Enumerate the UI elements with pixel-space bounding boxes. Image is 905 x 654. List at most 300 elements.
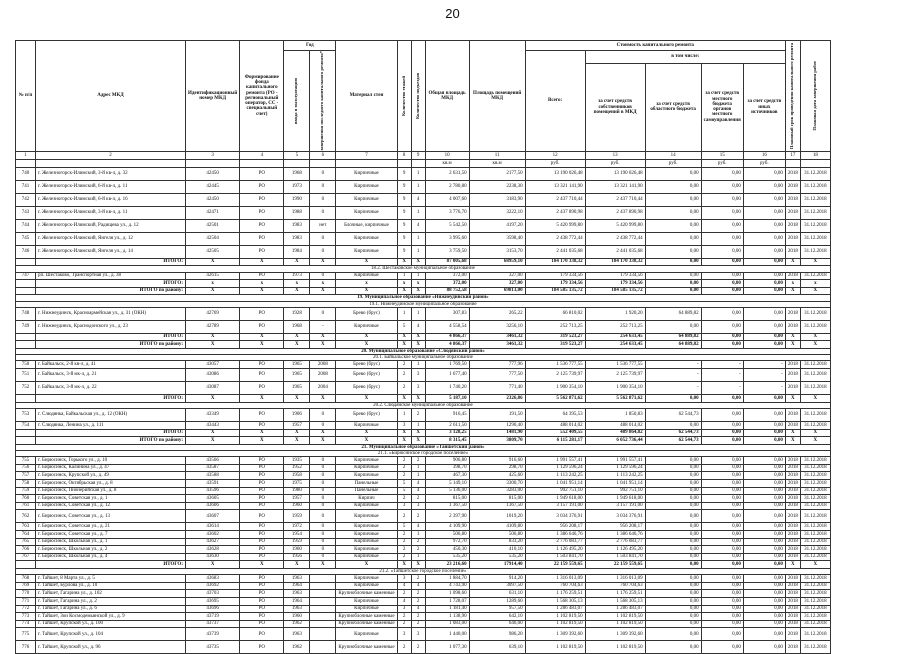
table-cell: 2018 — [785, 307, 800, 320]
table-cell: 2 441 035,68 — [525, 245, 585, 258]
table-cell: РО — [240, 245, 284, 258]
table-cell: 2018 — [785, 502, 800, 510]
table-cell: г. Бирюсинск, Горького ул., д. 10 — [36, 457, 186, 465]
table-cell: 5 136,00 — [425, 487, 469, 495]
table-row — [16, 382, 831, 395]
table-cell: Блочные, кирпичные — [336, 219, 397, 232]
table-cell: 0,00 — [743, 530, 785, 538]
table-cell: 0,00 — [743, 561, 785, 569]
header-cost: Стоимость капитального ремонта — [525, 41, 785, 51]
table-cell: РО — [240, 219, 284, 232]
table-cell: 43607 — [186, 510, 240, 523]
table-cell: 184 585 135,72 — [525, 287, 585, 295]
table-cell: 0,00 — [701, 180, 743, 193]
table-cell: 756 — [16, 464, 36, 472]
table-cell: 3461,32 — [469, 333, 525, 341]
table-cell: РО — [240, 167, 284, 180]
table-cell: 3 — [397, 628, 411, 641]
table-cell: 0,00 — [645, 395, 701, 403]
table-cell: Кирпичные — [336, 320, 397, 333]
table-cell: 1973 — [284, 180, 310, 193]
table-cell: 410,10 — [469, 546, 525, 554]
table-cell: 0 — [310, 479, 336, 487]
table-cell: 4197,20 — [469, 219, 525, 232]
table-cell: - — [701, 361, 743, 369]
table-cell: 1 286 483,07 — [525, 605, 585, 613]
table-cell: 0,00 — [701, 620, 743, 628]
table-cell: X — [186, 258, 240, 266]
header-num: № п/п — [16, 41, 36, 152]
table-cell: 0,00 — [645, 472, 701, 480]
table-cell: 0,00 — [645, 575, 701, 583]
table-cell: 319 523,27 — [525, 333, 585, 341]
table-cell: Кирпичные — [336, 167, 397, 180]
table-cell: 0,00 — [701, 510, 743, 523]
table-cell: 1963 — [284, 590, 310, 598]
table-cell: г. Бирюсинск, Советская ул., д. 21 — [36, 523, 186, 531]
table-cell: 2 — [397, 590, 411, 598]
table-cell: 1 386 646,76 — [525, 530, 585, 538]
table-cell: 2 — [411, 597, 425, 605]
table-cell: X — [336, 333, 397, 341]
column-number: 6 — [310, 151, 336, 159]
table-cell: 0,00 — [701, 582, 743, 590]
table-cell: 4 — [411, 582, 425, 590]
table-cell: 43614 — [186, 523, 240, 531]
table-cell: 771 — [16, 597, 36, 605]
table-cell: 2 — [411, 457, 425, 465]
table-row — [16, 245, 831, 258]
table-cell: 2 — [411, 546, 425, 554]
table-cell: 0,00 — [743, 575, 785, 583]
table-cell: X — [240, 258, 284, 266]
table-cell: X — [186, 333, 240, 341]
table-cell: X — [411, 287, 425, 295]
section-title: 20. Муниципальное образование «Слюдянский район» — [16, 348, 831, 354]
unit-cell — [16, 159, 36, 167]
table-cell: X — [336, 341, 397, 349]
table-cell: 0 — [310, 408, 336, 421]
table-cell: 0,00 — [645, 280, 701, 288]
column-number: 4 — [240, 151, 284, 159]
table-row — [16, 487, 831, 495]
table-cell: X — [785, 437, 800, 445]
table-row — [16, 307, 831, 320]
table-cell: 1 102 819,50 — [525, 641, 585, 654]
table-cell: 43683 — [186, 575, 240, 583]
table-cell: 0,00 — [743, 258, 785, 266]
table-cell: 1481,90 — [469, 429, 525, 437]
table-cell: РО — [240, 510, 284, 523]
table-cell: Кирпичные — [336, 582, 397, 590]
table-cell: 0,00 — [743, 553, 785, 561]
table-cell: 639,10 — [469, 641, 525, 654]
total-row — [16, 395, 831, 403]
table-cell: X — [800, 437, 830, 445]
units-row — [16, 159, 831, 167]
table-cell: 5 187,10 — [425, 395, 469, 403]
table-cell: 1 769,50 — [425, 361, 469, 369]
table-cell: 0,00 — [645, 495, 701, 503]
table-cell: г. Железногорск-Илимский, Янгеля ул., д. 14 — [36, 245, 186, 258]
table-cell: 2 776 083,77 — [525, 538, 585, 546]
table-cell: 0,00 — [701, 546, 743, 554]
section-title: 19.1. Нижнеудинское муниципальное образование — [16, 301, 831, 307]
table-cell: г. Тайшет, Крупской ул., д. 104 — [36, 628, 186, 641]
table-cell: 9 — [397, 206, 411, 219]
table-cell: 31.12.2018 — [800, 272, 830, 280]
table-cell: 319 523,27 — [525, 341, 585, 349]
table-cell: 2018 — [785, 464, 800, 472]
table-cell: 43605 — [186, 495, 240, 503]
table-cell: x — [284, 280, 310, 288]
table-row — [16, 219, 831, 232]
table-cell: 43086 — [186, 369, 240, 382]
unit-cell: руб. — [743, 159, 785, 167]
table-cell: 4 — [411, 487, 425, 495]
column-number: 12 — [525, 151, 585, 159]
table-cell: 4109,80 — [469, 523, 525, 531]
table-cell: 2326,86 — [469, 395, 525, 403]
table-cell: 43057 — [186, 361, 240, 369]
table-cell: 1960 — [284, 546, 310, 554]
header-walls: Материал стен — [336, 41, 397, 152]
header-year-last-repair: завершения последнего капитального ремонта* — [310, 51, 336, 152]
table-cell: 0,00 — [701, 628, 743, 641]
table-cell: 13 321 141,90 — [525, 180, 585, 193]
table-cell: 1 386 646,76 — [585, 530, 645, 538]
table-cell: 3 034 376,91 — [585, 510, 645, 523]
table-cell: 0,00 — [645, 538, 701, 546]
table-cell: 1960 — [284, 502, 310, 510]
table-cell: 2 438 772,44 — [525, 232, 585, 245]
table-cell: 2018 — [785, 523, 800, 531]
table-cell: г. Бирюсинск, Советская ул., д. 1 — [36, 495, 186, 503]
table-cell: 1 850,83 — [585, 408, 645, 421]
table-cell: 0,00 — [743, 219, 785, 232]
table-cell: 914,20 — [469, 575, 525, 583]
table-cell: 1 503 841,70 — [585, 553, 645, 561]
table-cell: 31.12.2018 — [800, 538, 830, 546]
unit-cell — [36, 159, 186, 167]
table-cell: 2177,50 — [469, 167, 525, 180]
table-cell: X — [310, 429, 336, 437]
table-cell: 0,00 — [645, 523, 701, 531]
unit-cell — [397, 159, 411, 167]
table-cell: 0,00 — [743, 341, 785, 349]
table-cell: x — [186, 280, 240, 288]
table-row — [16, 590, 831, 598]
table-cell: 1019,20 — [469, 510, 525, 523]
table-cell: 1983 — [284, 219, 310, 232]
table-cell: X — [411, 437, 425, 445]
table-cell: 0,00 — [701, 219, 743, 232]
table-cell: 1 102 819,50 — [585, 641, 645, 654]
table-row — [16, 523, 831, 531]
table-cell: 0,00 — [645, 546, 701, 554]
table-cell: 740 — [16, 167, 36, 180]
table-cell: x — [800, 280, 830, 288]
table-cell: 31.12.2018 — [800, 457, 830, 465]
table-cell: 0,00 — [743, 307, 785, 320]
table-cell: 0 — [310, 538, 336, 546]
table-cell: 2018 — [785, 487, 800, 495]
table-cell: 0,00 — [645, 561, 701, 569]
table-cell: г. Слюдянка, Ленина ул., д. 111 — [36, 421, 186, 429]
table-cell: 957,50 — [469, 605, 525, 613]
table-cell: 1 900 354,10 — [585, 382, 645, 395]
table-cell: 0 — [310, 232, 336, 245]
table-cell: 2 — [397, 361, 411, 369]
table-cell: 5 542,50 — [425, 219, 469, 232]
table-cell: 1 041 951,14 — [525, 479, 585, 487]
table-cell: - — [743, 369, 785, 382]
table-cell: 762 — [16, 510, 36, 523]
table-cell: 743 — [16, 206, 36, 219]
table-cell: 759 — [16, 487, 36, 495]
table-cell: 0,00 — [743, 437, 785, 445]
table-cell: 43588 — [186, 472, 240, 480]
table-cell: 2018 — [785, 628, 800, 641]
table-cell: 631,10 — [469, 590, 525, 598]
table-cell: 777,50 — [469, 369, 525, 382]
table-cell: г. Нижнеудинск, Краснодонского ул., д. 23 — [36, 320, 186, 333]
table-cell: 179 334,56 — [585, 272, 645, 280]
section-title: 18.2. Шестаковское муниципальное образование — [16, 266, 831, 272]
table-cell: 2 — [411, 590, 425, 598]
table-cell: 1968 — [284, 320, 310, 333]
table-cell: 815,00 — [469, 495, 525, 503]
table-cell: 1290,40 — [469, 421, 525, 429]
table-cell: 0,00 — [743, 597, 785, 605]
table-cell: 1 113 242,25 — [585, 472, 645, 480]
table-cell: 1 098,60 — [425, 590, 469, 598]
table-cell: 0,00 — [701, 502, 743, 510]
table-cell: 31.12.2018 — [800, 167, 830, 180]
table-cell: РО — [240, 361, 284, 369]
table-cell: 0,00 — [743, 502, 785, 510]
table-cell: 1 286 483,07 — [585, 605, 645, 613]
table-cell: 1 — [411, 232, 425, 245]
table-cell: 0,00 — [743, 613, 785, 621]
table-cell: 31.12.2018 — [800, 219, 830, 232]
table-cell: г. Байкальск, 3-й мк-л, д. 21 — [36, 369, 186, 382]
table-cell: 2018 — [785, 421, 800, 429]
table-cell: 1 176 259,51 — [525, 590, 585, 598]
table-cell: 0,00 — [645, 320, 701, 333]
table-row — [16, 421, 831, 429]
table-cell: 754 — [16, 421, 36, 429]
table-cell: 1 728,07 — [425, 597, 469, 605]
table-cell: X — [785, 258, 800, 266]
table-cell: 1 — [411, 553, 425, 561]
table-cell: 1960 — [284, 613, 310, 621]
table-cell: X — [240, 287, 284, 295]
table-cell: 3809,70 — [469, 437, 525, 445]
table-cell: 3 — [397, 421, 411, 429]
table-cell: 5 562 871,62 — [525, 395, 585, 403]
table-cell: Кирпичные — [336, 457, 397, 465]
table-cell: 742 — [16, 193, 36, 206]
table-cell: 17914,40 — [469, 561, 525, 569]
table-cell: 31.12.2018 — [800, 510, 830, 523]
table-cell: РО — [240, 538, 284, 546]
table-cell: 506,80 — [425, 530, 469, 538]
table-cell: 1954 — [284, 530, 310, 538]
table-cell: 833,20 — [469, 538, 525, 546]
table-cell: РО — [240, 457, 284, 465]
table-cell: 0,00 — [743, 206, 785, 219]
table-cell: 2 776 083,77 — [585, 538, 645, 546]
table-cell: 1928 — [284, 307, 310, 320]
repair-register-sheet — [15, 40, 831, 654]
header-address: Адрес МКД — [36, 41, 186, 152]
table-cell: X — [785, 561, 800, 569]
section-title: 20.1. Байкальское муниципальное образование — [16, 355, 831, 361]
table-cell: 0,00 — [743, 193, 785, 206]
unit-cell: руб. — [645, 159, 701, 167]
table-cell: 745 — [16, 232, 36, 245]
table-cell: 42450 — [186, 167, 240, 180]
table-cell: 769 — [16, 582, 36, 590]
table-cell: 43596 — [186, 487, 240, 495]
table-header — [16, 41, 831, 152]
unit-cell: руб. — [585, 159, 645, 167]
table-cell: г. Тайшет, Крупской ул., д. 100 — [36, 620, 186, 628]
table-cell: 2018 — [785, 620, 800, 628]
header-total-area: Общая площадь МКД — [425, 41, 469, 152]
table-cell: 0 — [310, 167, 336, 180]
table-cell: 31.12.2018 — [800, 307, 830, 320]
table-cell: 87 005,68 — [425, 258, 469, 266]
table-cell: 31.12.2018 — [800, 180, 830, 193]
table-cell: X — [336, 287, 397, 295]
table-cell: 0,00 — [701, 341, 743, 349]
table-cell: 753 — [16, 408, 36, 421]
table-cell: 0 — [310, 180, 336, 193]
table-cell: 746 — [16, 245, 36, 258]
table-cell: 2018 — [785, 219, 800, 232]
table-cell: 1 — [411, 167, 425, 180]
table-cell: X — [411, 341, 425, 349]
table-cell: 0,00 — [743, 464, 785, 472]
table-cell: 0,00 — [701, 232, 743, 245]
table-cell: Крупноблочные каменные — [336, 620, 397, 628]
table-cell: X — [310, 287, 336, 295]
table-cell: X — [240, 395, 284, 403]
table-cell: X — [785, 341, 800, 349]
table-cell: 9 — [397, 232, 411, 245]
table-cell: ИТОГО по району: — [36, 341, 186, 349]
table-cell: Кирпичные — [336, 530, 397, 538]
table-cell: РО — [240, 307, 284, 320]
column-number: 16 — [743, 151, 785, 159]
table-cell: 31.12.2018 — [800, 382, 830, 395]
table-cell: X — [310, 395, 336, 403]
table-cell: - — [743, 382, 785, 395]
table-cell: Брево (брус) — [336, 382, 397, 395]
table-row — [16, 232, 831, 245]
table-cell: г. Тайшет, 8 Марта ул., д. 5 — [36, 575, 186, 583]
table-cell: 2 125 739,97 — [585, 369, 645, 382]
table-cell: 489 864,82 — [585, 429, 645, 437]
table-cell: 1 138,90 — [425, 613, 469, 621]
table-cell: X — [284, 561, 310, 569]
table-cell: 0,00 — [743, 605, 785, 613]
table-cell: 9 — [397, 193, 411, 206]
table-cell: 2018 — [785, 613, 800, 621]
table-cell: РО — [240, 408, 284, 421]
table-cell: 43737 — [186, 620, 240, 628]
table-cell: 43719 — [186, 613, 240, 621]
table-cell: 42789 — [186, 320, 240, 333]
table-cell: 0,00 — [645, 167, 701, 180]
table-cell: Кирпичные — [336, 464, 397, 472]
table-cell: 0,00 — [645, 421, 701, 429]
table-cell: 2 — [411, 538, 425, 546]
table-cell: 1 991 557,41 — [525, 457, 585, 465]
unit-cell — [800, 159, 830, 167]
table-cell: Крупноблочные каменные — [336, 613, 397, 621]
table-cell: 22 159 559,65 — [525, 561, 585, 569]
table-cell: Кирпичные — [336, 272, 397, 280]
column-number: 10 — [425, 151, 469, 159]
table-cell: 767 — [16, 553, 36, 561]
table-cell: 0,00 — [743, 167, 785, 180]
table-cell: 3 995,60 — [425, 232, 469, 245]
table-cell: 191,50 — [469, 408, 525, 421]
table-cell — [16, 437, 36, 445]
table-cell: 43735 — [186, 641, 240, 654]
table-cell: 0,00 — [701, 472, 743, 480]
table-cell: 31.12.2018 — [800, 487, 830, 495]
table-cell: 0 — [310, 464, 336, 472]
table-cell: 64 889,82 — [645, 341, 701, 349]
table-cell: 0,00 — [743, 590, 785, 598]
table-cell: 307,83 — [425, 307, 469, 320]
table-cell: 1962 — [284, 641, 310, 654]
table-cell: 768 — [16, 575, 36, 583]
table-cell: 1 077,30 — [425, 641, 469, 654]
table-cell: 3153,70 — [469, 245, 525, 258]
table-cell: 1 181,40 — [425, 605, 469, 613]
table-cell: X — [240, 429, 284, 437]
table-cell: 0,00 — [645, 479, 701, 487]
table-cell: 3256,10 — [469, 320, 525, 333]
table-cell: г. Тайшет, Крупской ул., д. 96 — [36, 641, 186, 654]
table-cell: 1 — [411, 180, 425, 193]
table-cell: 9 — [397, 180, 411, 193]
table-cell: 758 — [16, 479, 36, 487]
table-cell: 5 — [397, 487, 411, 495]
table-cell: 3 157 191,00 — [525, 502, 585, 510]
table-cell: 2018 — [785, 597, 800, 605]
table-cell: - — [645, 361, 701, 369]
unit-cell — [284, 159, 310, 167]
table-cell: x — [397, 280, 411, 288]
table-cell: 744 — [16, 219, 36, 232]
table-cell: 31.12.2018 — [800, 206, 830, 219]
table-cell: 0,00 — [701, 590, 743, 598]
table-cell: 2 631,50 — [425, 167, 469, 180]
table-cell: 31.12.2018 — [800, 408, 830, 421]
table-cell: 1 900 354,10 — [525, 382, 585, 395]
table-cell: 0 — [310, 245, 336, 258]
table-cell: 2018 — [785, 180, 800, 193]
table-cell: 9 — [397, 219, 411, 232]
table-cell: 0,00 — [645, 193, 701, 206]
table-cell: 6 052 736,44 — [585, 437, 645, 445]
